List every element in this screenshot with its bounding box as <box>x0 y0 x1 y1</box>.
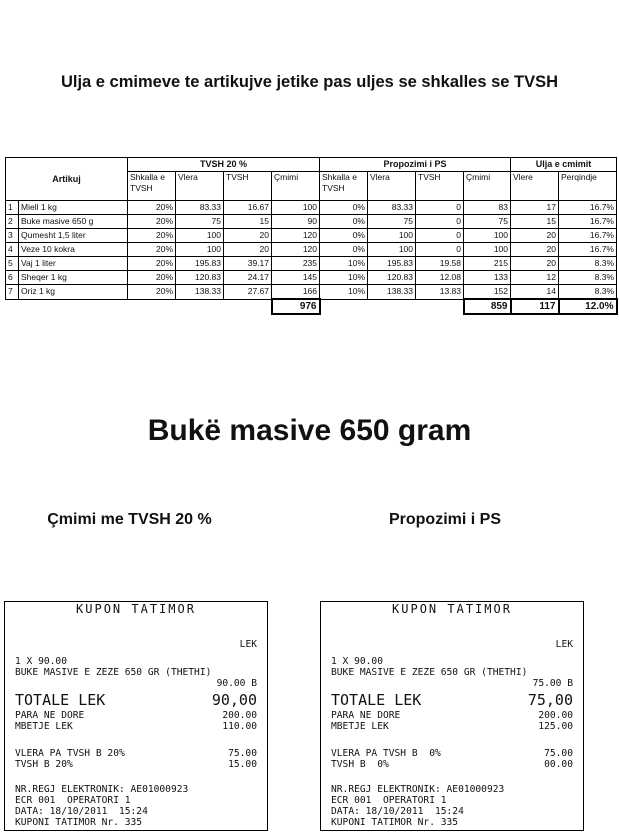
table-cell: Qumesht 1,5 liter <box>19 229 128 243</box>
receipt-label: NR.REGJ ELEKTRONIK: AE01000923 <box>15 784 189 795</box>
receipt-header: KUPON TATIMOR <box>392 602 512 616</box>
sub-header: TVSH <box>416 172 464 201</box>
table-cell: 120 <box>272 229 320 243</box>
table-cell: Veze 10 kokra <box>19 243 128 257</box>
sub-header: Vlera <box>176 172 224 201</box>
receipt-value: 75,00 <box>527 691 573 709</box>
table-cell: 100 <box>464 243 511 257</box>
table-cell: 8.3% <box>559 285 617 300</box>
product-title: Bukë masive 650 gram <box>147 414 472 447</box>
receipt-line <box>331 721 573 732</box>
table-cell: 90 <box>272 215 320 229</box>
table-cell: 83 <box>464 201 511 215</box>
receipt-line <box>331 667 573 678</box>
page-heading: Ulja e cmimeve te artikujve jetike pas uljes se shkalles se TVSH <box>60 73 559 91</box>
table-cell: 100 <box>368 243 416 257</box>
table-cell: 20% <box>128 271 176 285</box>
table-cell: 0% <box>320 215 368 229</box>
table-cell: 120.83 <box>368 271 416 285</box>
table-cell: 20% <box>128 201 176 215</box>
receipt-label: PARA NE DORE <box>331 710 401 721</box>
table-cell: 6 <box>6 271 19 285</box>
receipt-label: TOTALE LEK <box>15 691 106 709</box>
table-cell: 20% <box>128 215 176 229</box>
receipt-line <box>331 806 573 817</box>
table-cell: Sheqer 1 kg <box>19 271 128 285</box>
table-cell: 215 <box>464 257 511 271</box>
receipt-label: DATA: 18/10/2011 15:24 <box>15 806 148 817</box>
table-cell: 100 <box>272 201 320 215</box>
table-cell: 152 <box>464 285 511 300</box>
total-ps-cmimi: 859 <box>464 299 511 314</box>
table-cell: 27.67 <box>224 285 272 300</box>
table-cell: 138.33 <box>176 285 224 300</box>
receipt-line <box>331 710 573 721</box>
table-cell: 3 <box>6 229 19 243</box>
table-cell: 8.3% <box>559 257 617 271</box>
table-cell: 100 <box>368 229 416 243</box>
sub-header: Vlera <box>368 172 416 201</box>
table-cell: 0% <box>320 243 368 257</box>
table-cell: 13.83 <box>416 285 464 300</box>
table-cell: 75 <box>176 215 224 229</box>
table-cell: Vaj 1 liter <box>19 257 128 271</box>
receipt-line <box>15 784 257 795</box>
table-cell: 20 <box>224 229 272 243</box>
table-row <box>6 243 617 257</box>
receipt-line <box>15 806 257 817</box>
table-row <box>6 285 617 300</box>
receipt-label: ECR 001 OPERATORI 1 <box>331 795 447 806</box>
receipt-label: MBETJE LEK <box>331 721 389 732</box>
receipt-line <box>15 656 257 667</box>
table-cell: 20 <box>224 243 272 257</box>
receipt-value: 125.00 <box>538 721 573 732</box>
table-cell: 7 <box>6 285 19 300</box>
receipt-line <box>331 748 573 759</box>
sub-header: Perqindje <box>559 172 617 201</box>
receipt-line <box>15 691 257 709</box>
table-cell: 20 <box>511 243 559 257</box>
table-cell: 8.3% <box>559 271 617 285</box>
table-cell: 5 <box>6 257 19 271</box>
table-cell: 75 <box>368 215 416 229</box>
table-cell: 10% <box>320 257 368 271</box>
sub-header: Shkalla e TVSH <box>128 172 176 201</box>
receipt-label: 1 X 90.00 <box>331 656 383 667</box>
table-cell: 120 <box>272 243 320 257</box>
receipt-label: BUKE MASIVE E ZEZE 650 GR (THETHI) <box>15 667 212 678</box>
table-cell: 120.83 <box>176 271 224 285</box>
group-ulja: Ulja e cmimit <box>511 158 617 172</box>
table-cell: 4 <box>6 243 19 257</box>
table-cell: 20 <box>511 257 559 271</box>
table-cell: 10% <box>320 285 368 300</box>
table-row <box>6 201 617 215</box>
group-ps: Propozimi i PS <box>320 158 511 172</box>
receipt-value: LEK <box>239 639 257 650</box>
table-cell: 166 <box>272 285 320 300</box>
receipt-value: 75.00 <box>544 748 573 759</box>
col-artikuj: Artikuj <box>6 158 128 201</box>
receipt-value: 90,00 <box>211 691 257 709</box>
table-cell: 20% <box>128 285 176 300</box>
receipt-value: 15.00 <box>228 759 257 770</box>
table-row <box>6 257 617 271</box>
table-cell: Miell 1 kg <box>19 201 128 215</box>
table-cell: 0 <box>416 215 464 229</box>
receipt-value: 00.00 <box>544 759 573 770</box>
receipt-label: DATA: 18/10/2011 15:24 <box>331 806 464 817</box>
receipt-value: 75.00 <box>228 748 257 759</box>
table-cell: 12 <box>511 271 559 285</box>
table-cell: 10% <box>320 271 368 285</box>
total-ulja-perqindje: 12.0% <box>559 299 617 314</box>
receipt-line <box>331 784 573 795</box>
table-cell: 133 <box>464 271 511 285</box>
receipt-proposal <box>320 601 584 831</box>
receipt-label: VLERA PA TVSH B 0% <box>331 748 441 759</box>
receipt-label: MBETJE LEK <box>15 721 73 732</box>
table-cell: 83.33 <box>176 201 224 215</box>
receipt-label: TVSH B 0% <box>331 759 389 770</box>
table-cell: 16.67 <box>224 201 272 215</box>
table-cell: 20 <box>511 229 559 243</box>
receipt-label: 1 X 90.00 <box>15 656 67 667</box>
table-cell: 19.58 <box>416 257 464 271</box>
receipt-label: PARA NE DORE <box>15 710 85 721</box>
sub-header: TVSH <box>224 172 272 201</box>
table-cell: 20% <box>128 243 176 257</box>
table-cell: 0 <box>416 229 464 243</box>
receipt-line <box>331 795 573 806</box>
table-cell: 16.7% <box>559 243 617 257</box>
table-cell: 235 <box>272 257 320 271</box>
table-cell: 15 <box>224 215 272 229</box>
receipt-line <box>15 710 257 721</box>
receipt-label: ECR 001 OPERATORI 1 <box>15 795 131 806</box>
receipt-line <box>15 759 257 770</box>
table-cell: Buke masive 650 g <box>19 215 128 229</box>
table-cell: Oriz 1 kg <box>19 285 128 300</box>
receipt-value: 75.00 B <box>532 678 573 689</box>
receipt-label: BUKE MASIVE E ZEZE 650 GR (THETHI) <box>331 667 528 678</box>
label-proposal: Propozimi i PS <box>388 511 501 528</box>
receipt-line <box>15 748 257 759</box>
table-cell: 39.17 <box>224 257 272 271</box>
receipt-label: NR.REGJ ELEKTRONIK: AE01000923 <box>331 784 505 795</box>
total-tvsh-cmimi: 976 <box>272 299 320 314</box>
table-cell: 20% <box>128 257 176 271</box>
table-cell: 0% <box>320 201 368 215</box>
table-cell: 14 <box>511 285 559 300</box>
table-cell: 100 <box>464 229 511 243</box>
table-cell: 0 <box>416 243 464 257</box>
receipt-line <box>331 759 573 770</box>
receipt-line <box>15 795 257 806</box>
table-cell: 195.83 <box>368 257 416 271</box>
table-cell: 16.7% <box>559 229 617 243</box>
receipt-value: 200.00 <box>222 710 257 721</box>
table-cell: 20% <box>128 229 176 243</box>
table-cell: 17 <box>511 201 559 215</box>
receipt-value: 200.00 <box>538 710 573 721</box>
label-with-vat: Çmimi me TVSH 20 % <box>47 511 212 528</box>
table-cell: 24.17 <box>224 271 272 285</box>
sub-header: Çmimi <box>464 172 511 201</box>
table-cell: 16.7% <box>559 201 617 215</box>
receipt-line <box>15 667 257 678</box>
table-row <box>6 271 617 285</box>
sub-header: Vlere <box>511 172 559 201</box>
receipt-value: 110.00 <box>222 721 257 732</box>
table-cell: 83.33 <box>368 201 416 215</box>
table-cell: 0 <box>416 201 464 215</box>
receipt-label: TVSH B 20% <box>15 759 73 770</box>
table-cell: 12.08 <box>416 271 464 285</box>
table-cell: 15 <box>511 215 559 229</box>
table-cell: 1 <box>6 201 19 215</box>
receipt-value: 90.00 B <box>216 678 257 689</box>
table-cell: 16.7% <box>559 215 617 229</box>
receipt-header: KUPON TATIMOR <box>76 602 196 616</box>
receipt-line <box>331 691 573 709</box>
table-cell: 100 <box>176 229 224 243</box>
receipt-label: KUPONI TATIMOR Nr. 335 <box>331 817 459 828</box>
receipt-label: KUPONI TATIMOR Nr. 335 <box>15 817 143 828</box>
table-cell: 75 <box>464 215 511 229</box>
table-cell: 145 <box>272 271 320 285</box>
receipt-value: LEK <box>555 639 573 650</box>
table-row <box>6 229 617 243</box>
receipt-line <box>15 817 257 828</box>
receipt-line <box>15 721 257 732</box>
table-cell: 0% <box>320 229 368 243</box>
group-tvsh: TVSH 20 % <box>128 158 320 172</box>
sub-header: Shkalla e TVSH <box>320 172 368 201</box>
receipt-line <box>331 656 573 667</box>
sub-header: Çmimi <box>272 172 320 201</box>
total-ulja-vlere: 117 <box>511 299 559 314</box>
receipt-label: TOTALE LEK <box>331 691 422 709</box>
table-cell: 100 <box>176 243 224 257</box>
table-cell: 138.33 <box>368 285 416 300</box>
receipt-current <box>4 601 268 831</box>
receipt-label: VLERA PA TVSH B 20% <box>15 748 125 759</box>
table-cell: 195.83 <box>176 257 224 271</box>
vat-price-table <box>5 157 618 315</box>
table-row <box>6 215 617 229</box>
receipt-line <box>331 817 573 828</box>
table-cell: 2 <box>6 215 19 229</box>
